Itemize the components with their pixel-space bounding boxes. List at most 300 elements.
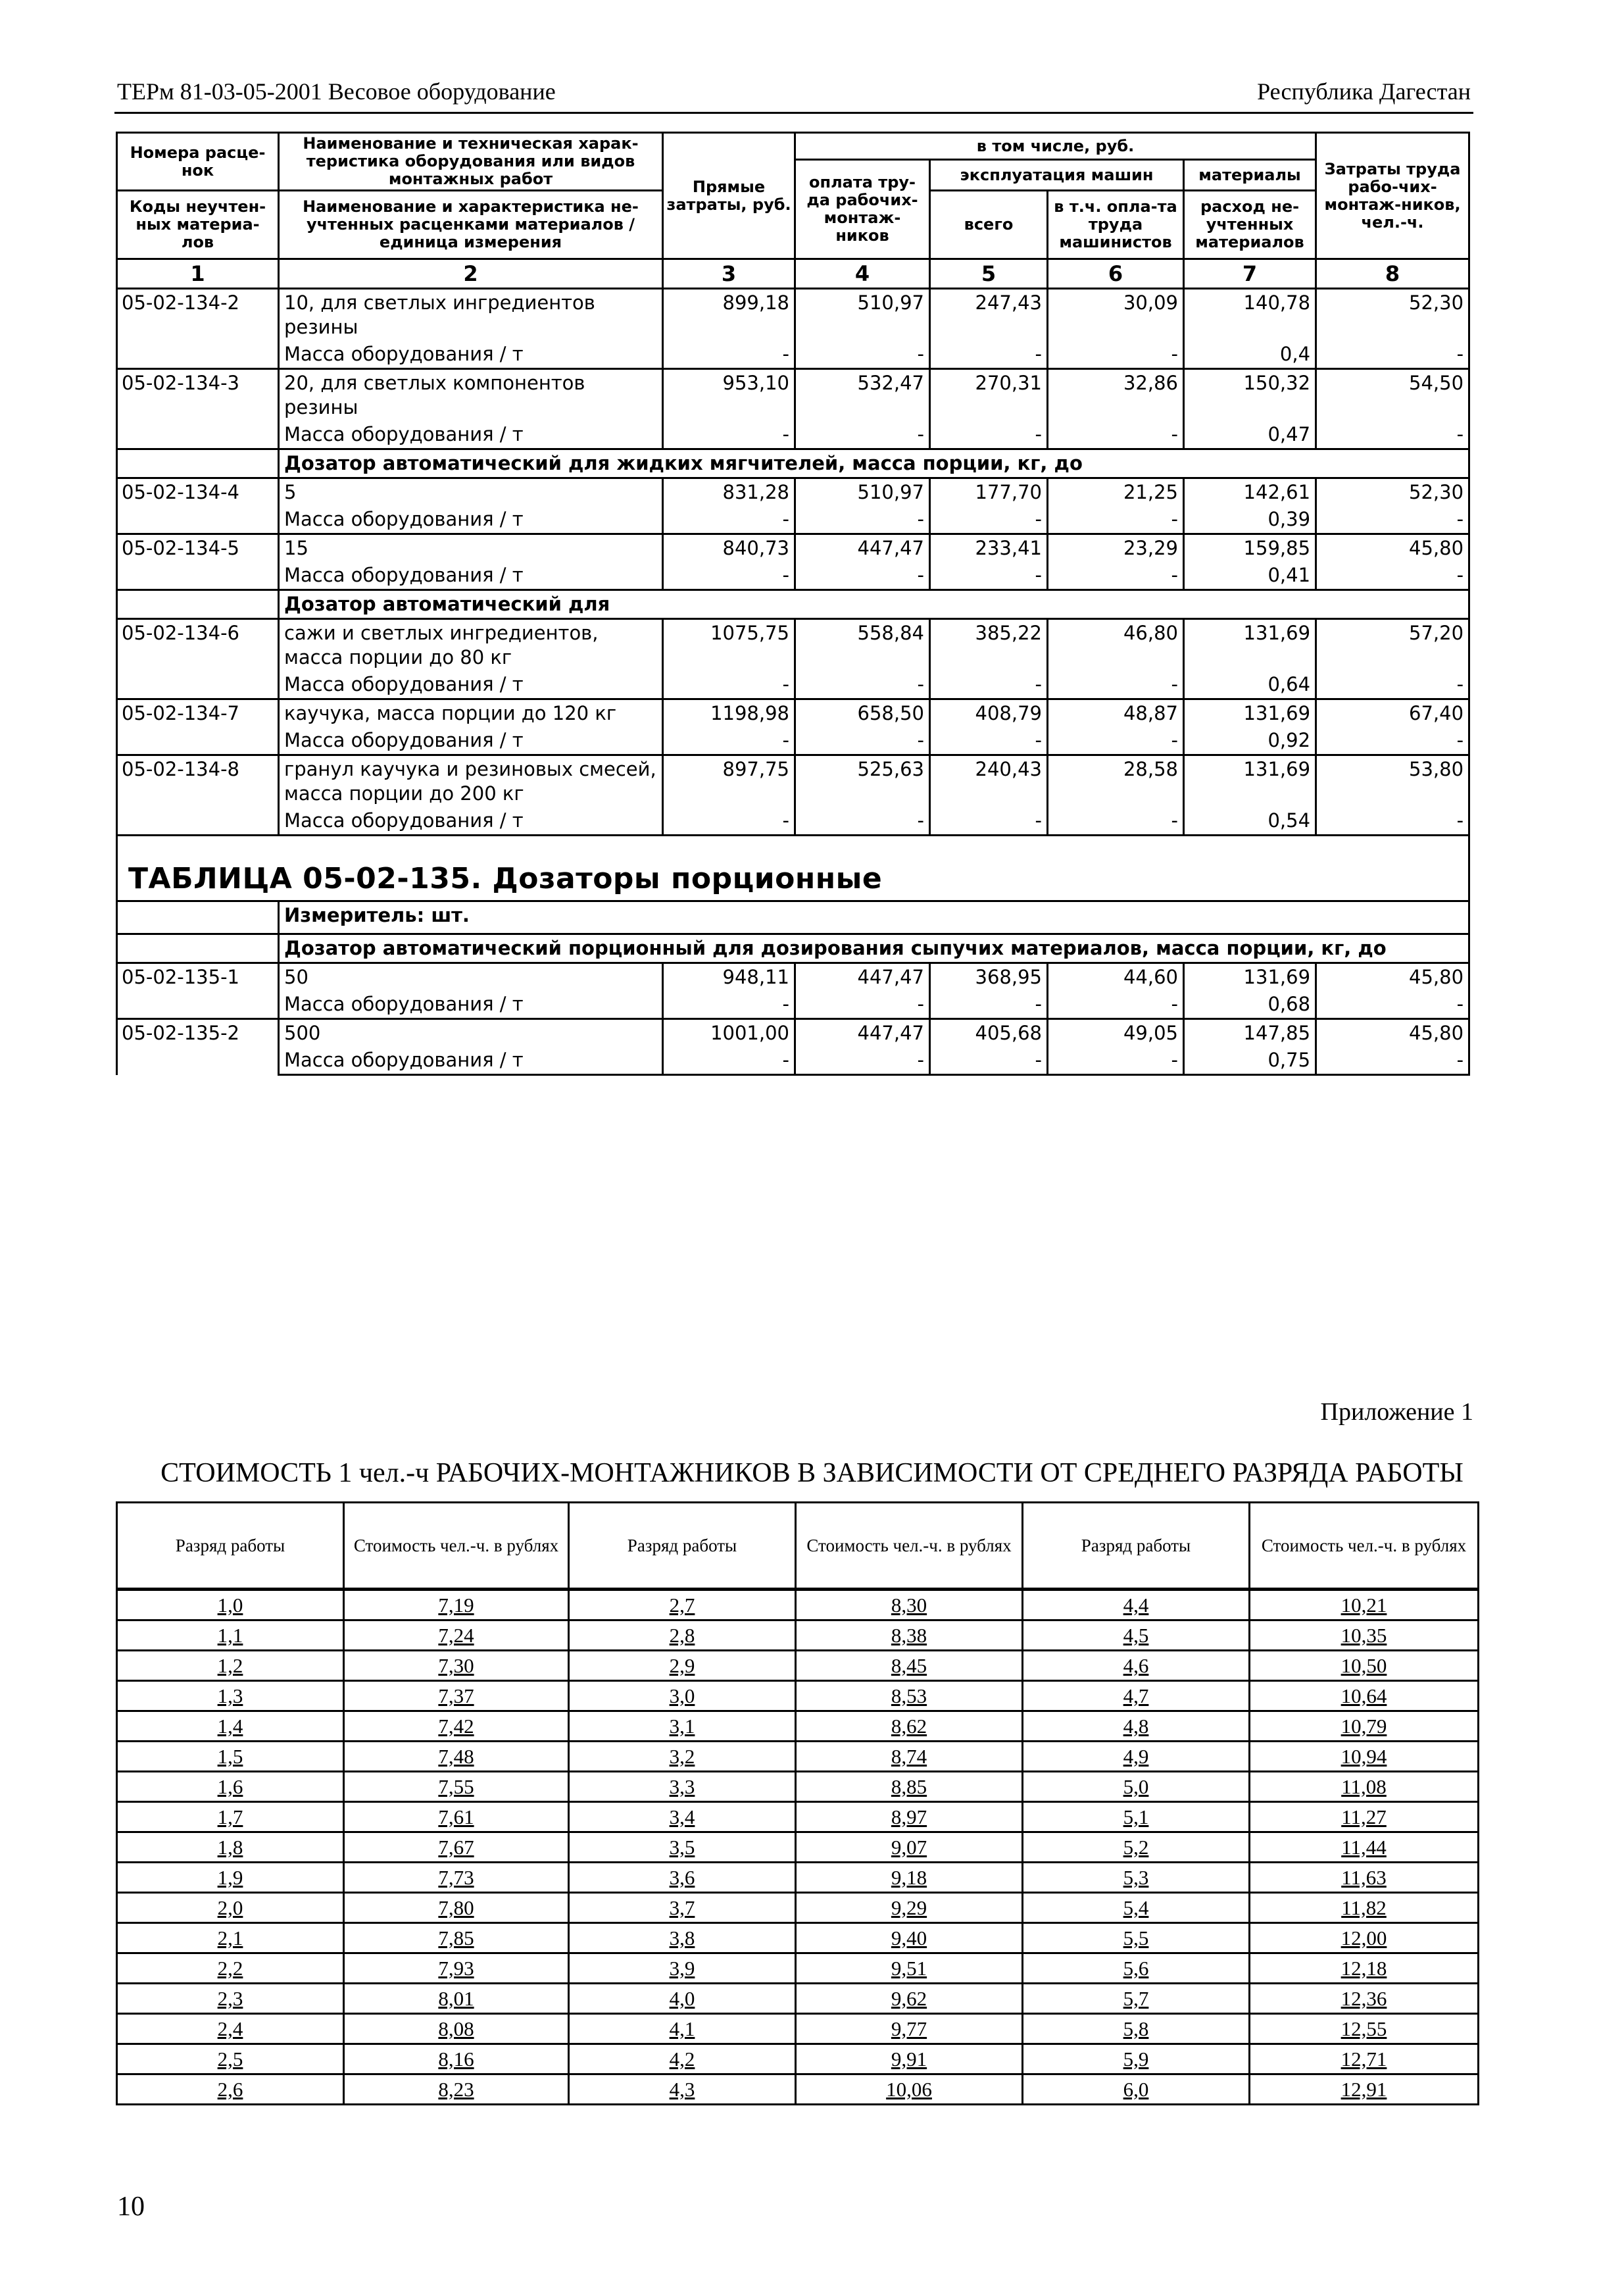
- col-number: 8: [1316, 259, 1469, 289]
- head-direct-costs: Прямые затраты, руб.: [663, 133, 795, 259]
- head-codes-bottom: Коды неучтен-ных материа-лов: [117, 191, 279, 259]
- rate-value: 525,63: [795, 755, 930, 808]
- head-cost: Стоимость чел.-ч. в рублях: [1250, 1503, 1479, 1590]
- grade-cell: 1,5: [117, 1742, 344, 1772]
- rate-value: 53,80: [1316, 755, 1469, 808]
- rate-value: 23,29: [1048, 534, 1184, 563]
- cost-row: [117, 1953, 1479, 1984]
- rate-value: 67,40: [1316, 699, 1469, 728]
- grade-cell: 2,9: [569, 1651, 796, 1681]
- cost-cell: 10,50: [1250, 1651, 1479, 1681]
- empty-value: -: [1048, 991, 1184, 1019]
- empty-value: -: [663, 991, 795, 1019]
- cost-cell: 9,29: [796, 1893, 1023, 1923]
- empty-value: -: [795, 671, 930, 699]
- cost-cell: 8,01: [344, 1984, 569, 2014]
- empty-value: -: [795, 807, 930, 836]
- grade-cell: 5,9: [1023, 2044, 1250, 2074]
- rate-code: 05-02-135-2: [117, 1019, 279, 1075]
- rate-value: 368,95: [930, 963, 1048, 992]
- cost-cell: 11,63: [1250, 1863, 1479, 1893]
- cost-cell: 7,37: [344, 1681, 569, 1711]
- rate-name: 20, для светлых компонентов резины: [279, 369, 663, 422]
- group-row: [117, 934, 1469, 963]
- empty-value: -: [930, 727, 1048, 755]
- mass-value: 0,47: [1184, 421, 1316, 449]
- rate-value: 831,28: [663, 478, 795, 507]
- group-row: [117, 590, 1469, 619]
- grade-cell: 2,3: [117, 1984, 344, 2014]
- cost-row: [117, 1620, 1479, 1651]
- grade-cell: 5,6: [1023, 1953, 1250, 1984]
- cost-cell: 12,55: [1250, 2014, 1479, 2044]
- col-number: 3: [663, 259, 795, 289]
- col-number: 6: [1048, 259, 1184, 289]
- cost-cell: 11,27: [1250, 1802, 1479, 1832]
- mass-row: [117, 341, 1469, 369]
- rate-value: 1075,75: [663, 619, 795, 672]
- empty-value: -: [1316, 671, 1469, 699]
- mass-row: [117, 562, 1469, 590]
- head-name-top: Наименование и техническая харак-теристика оборудования или видов монтажных работ: [279, 133, 663, 191]
- rate-name: гранул каучука и резиновых смесей, масса порции до 200 кг: [279, 755, 663, 808]
- empty-value: -: [795, 421, 930, 449]
- cost-cell: 8,53: [796, 1681, 1023, 1711]
- cost-cell: 7,67: [344, 1832, 569, 1863]
- empty-value: -: [795, 727, 930, 755]
- empty-value: -: [930, 562, 1048, 590]
- cost-row: [117, 2014, 1479, 2044]
- cost-cell: 10,79: [1250, 1711, 1479, 1742]
- rate-code: 05-02-134-5: [117, 534, 279, 590]
- head-labor-hours: Затраты труда рабо-чих-монтаж-ников, чел.-ч.: [1316, 133, 1469, 259]
- rate-row: [117, 534, 1469, 563]
- cost-cell: 8,97: [796, 1802, 1023, 1832]
- rate-code: 05-02-134-4: [117, 478, 279, 534]
- cost-cell: 8,45: [796, 1651, 1023, 1681]
- grade-cell: 3,0: [569, 1681, 796, 1711]
- cost-row: [117, 1802, 1479, 1832]
- rate-value: 57,20: [1316, 619, 1469, 672]
- appendix-label: Приложение 1: [1320, 1398, 1473, 1426]
- cost-cell: 8,16: [344, 2044, 569, 2074]
- grade-cell: 2,2: [117, 1953, 344, 1984]
- grade-cell: 4,9: [1023, 1742, 1250, 1772]
- grade-cell: 3,6: [569, 1863, 796, 1893]
- grade-cell: 4,6: [1023, 1651, 1250, 1681]
- rate-value: 510,97: [795, 289, 930, 341]
- cost-cell: 9,62: [796, 1984, 1023, 2014]
- grade-cell: 4,5: [1023, 1620, 1250, 1651]
- rate-row: [117, 289, 1469, 341]
- group-spacer: [117, 934, 279, 963]
- cost-cell: 7,42: [344, 1711, 569, 1742]
- grade-cell: 1,2: [117, 1651, 344, 1681]
- grade-cell: 4,1: [569, 2014, 796, 2044]
- rate-code: 05-02-135-1: [117, 963, 279, 1019]
- rate-value: 140,78: [1184, 289, 1316, 341]
- rate-value: 948,11: [663, 963, 795, 992]
- empty-value: -: [1316, 421, 1469, 449]
- cost-cell: 8,62: [796, 1711, 1023, 1742]
- mass-label: Масса оборудования / т: [279, 1047, 663, 1075]
- head-materials: материалы: [1184, 160, 1316, 191]
- rate-value: 510,97: [795, 478, 930, 507]
- rate-value: 147,85: [1184, 1019, 1316, 1047]
- empty-value: -: [1048, 421, 1184, 449]
- grade-cell: 2,7: [569, 1590, 796, 1620]
- head-labor-pay: оплата тру-да рабочих-монтаж-ников: [795, 160, 930, 259]
- head-codes-top: Номера расце-нок: [117, 133, 279, 191]
- cost-cell: 9,77: [796, 2014, 1023, 2044]
- grade-cell: 4,0: [569, 1984, 796, 2014]
- cost-cell: 7,55: [344, 1772, 569, 1802]
- cost-cell: 7,85: [344, 1923, 569, 1953]
- col-number: 5: [930, 259, 1048, 289]
- empty-value: -: [930, 671, 1048, 699]
- rate-name: 5: [279, 478, 663, 507]
- head-cost: Стоимость чел.-ч. в рублях: [796, 1503, 1023, 1590]
- grade-cell: 4,4: [1023, 1590, 1250, 1620]
- empty-value: -: [663, 727, 795, 755]
- empty-value: -: [1048, 807, 1184, 836]
- group-heading: Дозатор автоматический для жидких мягчителей, масса порции, кг, до: [279, 449, 1469, 478]
- grade-cell: 1,6: [117, 1772, 344, 1802]
- rate-value: 405,68: [930, 1019, 1048, 1047]
- rate-value: 840,73: [663, 534, 795, 563]
- mass-value: 0,68: [1184, 991, 1316, 1019]
- rate-value: 131,69: [1184, 755, 1316, 808]
- table-title: ТАБЛИЦА 05-02-135. Дозаторы порционные: [117, 836, 1469, 901]
- cost-cell: 11,44: [1250, 1832, 1479, 1863]
- empty-value: -: [663, 562, 795, 590]
- mass-value: 0,92: [1184, 727, 1316, 755]
- empty-value: -: [930, 506, 1048, 534]
- grade-cell: 3,4: [569, 1802, 796, 1832]
- measure-spacer: [117, 901, 279, 934]
- grade-cell: 5,7: [1023, 1984, 1250, 2014]
- grade-cell: 2,6: [117, 2074, 344, 2105]
- empty-value: -: [1048, 727, 1184, 755]
- cost-cell: 10,35: [1250, 1620, 1479, 1651]
- grade-cell: 3,2: [569, 1742, 796, 1772]
- empty-value: -: [1316, 991, 1469, 1019]
- col-number: 4: [795, 259, 930, 289]
- empty-value: -: [1316, 506, 1469, 534]
- empty-value: -: [663, 421, 795, 449]
- rate-value: 52,30: [1316, 289, 1469, 341]
- cost-cell: 12,00: [1250, 1923, 1479, 1953]
- cost-cell: 10,21: [1250, 1590, 1479, 1620]
- grade-cell: 1,8: [117, 1832, 344, 1863]
- rate-value: 48,87: [1048, 699, 1184, 728]
- rate-value: 177,70: [930, 478, 1048, 507]
- rate-value: 247,43: [930, 289, 1048, 341]
- cost-cell: 7,48: [344, 1742, 569, 1772]
- grade-cell: 2,4: [117, 2014, 344, 2044]
- rate-value: 49,05: [1048, 1019, 1184, 1047]
- cost-row: [117, 1590, 1479, 1620]
- group-spacer: [117, 590, 279, 619]
- cost-row: [117, 1772, 1479, 1802]
- col-number: 7: [1184, 259, 1316, 289]
- empty-value: -: [1316, 1047, 1469, 1075]
- empty-value: -: [795, 1047, 930, 1075]
- rate-value: 46,80: [1048, 619, 1184, 672]
- empty-value: -: [930, 807, 1048, 836]
- cost-cell: 8,85: [796, 1772, 1023, 1802]
- cost-cell: 12,18: [1250, 1953, 1479, 1984]
- mass-value: 0,41: [1184, 562, 1316, 590]
- grade-cell: 4,8: [1023, 1711, 1250, 1742]
- head-name-bottom: Наименование и характеристика не-учтенных расценками материалов / единица измерения: [279, 191, 663, 259]
- cost-cell: 12,91: [1250, 2074, 1479, 2105]
- grade-cell: 5,4: [1023, 1893, 1250, 1923]
- head-machines-total: всего: [930, 191, 1048, 259]
- mass-row: [117, 807, 1469, 836]
- rate-value: 447,47: [795, 1019, 930, 1047]
- rate-row: [117, 699, 1469, 728]
- rate-value: 28,58: [1048, 755, 1184, 808]
- empty-value: -: [930, 341, 1048, 369]
- cost-row: [117, 1681, 1479, 1711]
- grade-cell: 5,2: [1023, 1832, 1250, 1863]
- cost-row: [117, 1923, 1479, 1953]
- col-number: 1: [117, 259, 279, 289]
- head-grade: Разряд работы: [1023, 1503, 1250, 1590]
- mass-label: Масса оборудования / т: [279, 341, 663, 369]
- empty-value: -: [930, 1047, 1048, 1075]
- cost-cell: 7,19: [344, 1590, 569, 1620]
- cost-cell: 10,64: [1250, 1681, 1479, 1711]
- mass-value: 0,39: [1184, 506, 1316, 534]
- grade-cell: 3,5: [569, 1832, 796, 1863]
- rate-value: 32,86: [1048, 369, 1184, 422]
- mass-value: 0,4: [1184, 341, 1316, 369]
- empty-value: -: [1048, 1047, 1184, 1075]
- rate-name: 50: [279, 963, 663, 992]
- mass-label: Масса оборудования / т: [279, 562, 663, 590]
- rate-value: 150,32: [1184, 369, 1316, 422]
- empty-value: -: [1316, 727, 1469, 755]
- empty-value: -: [930, 991, 1048, 1019]
- empty-value: -: [1316, 807, 1469, 836]
- empty-value: -: [795, 562, 930, 590]
- empty-value: -: [663, 341, 795, 369]
- mass-row: [117, 506, 1469, 534]
- rate-value: 385,22: [930, 619, 1048, 672]
- rate-name: сажи и светлых ингредиентов, масса порции до 80 кг: [279, 619, 663, 672]
- cost-cell: 10,06: [796, 2074, 1023, 2105]
- rate-value: 21,25: [1048, 478, 1184, 507]
- rate-row: [117, 963, 1469, 992]
- rate-name: каучука, масса порции до 120 кг: [279, 699, 663, 728]
- group-heading: Дозатор автоматический порционный для дозирования сыпучих материалов, масса порции, кг, до: [279, 934, 1469, 963]
- cost-cell: 9,91: [796, 2044, 1023, 2074]
- cost-cell: 9,40: [796, 1923, 1023, 1953]
- cost-cell: 9,07: [796, 1832, 1023, 1863]
- rate-value: 899,18: [663, 289, 795, 341]
- rate-value: 131,69: [1184, 699, 1316, 728]
- cost-row: [117, 1893, 1479, 1923]
- empty-value: -: [1048, 562, 1184, 590]
- header-rule: [114, 112, 1473, 114]
- empty-value: -: [663, 671, 795, 699]
- rate-value: 44,60: [1048, 963, 1184, 992]
- mass-row: [117, 991, 1469, 1019]
- column-number-row: [117, 259, 1469, 289]
- mass-row: [117, 421, 1469, 449]
- empty-value: -: [1048, 671, 1184, 699]
- mass-label: Масса оборудования / т: [279, 991, 663, 1019]
- rate-value: 953,10: [663, 369, 795, 422]
- grade-cell: 4,7: [1023, 1681, 1250, 1711]
- rate-value: 558,84: [795, 619, 930, 672]
- head-grade: Разряд работы: [569, 1503, 796, 1590]
- measure-unit: Измеритель: шт.: [279, 901, 1469, 934]
- rate-value: 45,80: [1316, 963, 1469, 992]
- empty-value: -: [663, 1047, 795, 1075]
- grade-cell: 3,3: [569, 1772, 796, 1802]
- grade-cell: 3,8: [569, 1923, 796, 1953]
- rate-name: 10, для светлых ингредиентов резины: [279, 289, 663, 341]
- rate-row: [117, 1019, 1469, 1047]
- rate-value: 142,61: [1184, 478, 1316, 507]
- measure-row: [117, 901, 1469, 934]
- cost-cell: 12,71: [1250, 2044, 1479, 2074]
- cost-cell: 9,18: [796, 1863, 1023, 1893]
- empty-value: -: [1048, 506, 1184, 534]
- empty-value: -: [930, 421, 1048, 449]
- group-heading: Дозатор автоматический для: [279, 590, 1469, 619]
- rate-value: 45,80: [1316, 1019, 1469, 1047]
- grade-cell: 2,8: [569, 1620, 796, 1651]
- rate-value: 532,47: [795, 369, 930, 422]
- grade-cell: 3,1: [569, 1711, 796, 1742]
- grade-cell: 1,3: [117, 1681, 344, 1711]
- rate-code: 05-02-134-8: [117, 755, 279, 836]
- head-cost: Стоимость чел.-ч. в рублях: [344, 1503, 569, 1590]
- mass-row: [117, 671, 1469, 699]
- mass-label: Масса оборудования / т: [279, 727, 663, 755]
- grade-cell: 1,7: [117, 1802, 344, 1832]
- cost-row: [117, 1863, 1479, 1893]
- cost-cell: 7,80: [344, 1893, 569, 1923]
- rate-value: 897,75: [663, 755, 795, 808]
- rate-value: 408,79: [930, 699, 1048, 728]
- grade-cell: 5,3: [1023, 1863, 1250, 1893]
- cost-cell: 7,30: [344, 1651, 569, 1681]
- mass-value: 0,54: [1184, 807, 1316, 836]
- grade-cell: 2,0: [117, 1893, 344, 1923]
- rate-code: 05-02-134-6: [117, 619, 279, 699]
- rate-value: 1198,98: [663, 699, 795, 728]
- hourly-cost-table: [116, 1501, 1479, 2105]
- mass-value: 0,64: [1184, 671, 1316, 699]
- mass-label: Масса оборудования / т: [279, 807, 663, 836]
- head-machines: эксплуатация машин: [930, 160, 1184, 191]
- rate-value: 233,41: [930, 534, 1048, 563]
- rate-value: 45,80: [1316, 534, 1469, 563]
- rate-value: 159,85: [1184, 534, 1316, 563]
- rate-code: 05-02-134-3: [117, 369, 279, 449]
- cost-cell: 8,30: [796, 1590, 1023, 1620]
- cost-cell: 9,51: [796, 1953, 1023, 1984]
- cost-cell: 8,38: [796, 1620, 1023, 1651]
- cost-row: [117, 1651, 1479, 1681]
- rate-value: 658,50: [795, 699, 930, 728]
- cost-row: [117, 1832, 1479, 1863]
- cost-row: [117, 2074, 1479, 2105]
- grade-cell: 4,2: [569, 2044, 796, 2074]
- cost-row: [117, 1711, 1479, 1742]
- mass-row: [117, 727, 1469, 755]
- rate-row: [117, 369, 1469, 422]
- grade-cell: 2,1: [117, 1923, 344, 1953]
- cost-cell: 8,74: [796, 1742, 1023, 1772]
- grade-cell: 6,0: [1023, 2074, 1250, 2105]
- cost-cell: 11,82: [1250, 1893, 1479, 1923]
- mass-row: [117, 1047, 1469, 1075]
- cost-row: [117, 2044, 1479, 2074]
- grade-cell: 2,5: [117, 2044, 344, 2074]
- rate-value: 52,30: [1316, 478, 1469, 507]
- rate-row: [117, 478, 1469, 507]
- mass-label: Масса оборудования / т: [279, 671, 663, 699]
- cost-cell: 8,08: [344, 2014, 569, 2044]
- empty-value: -: [663, 506, 795, 534]
- rate-value: 1001,00: [663, 1019, 795, 1047]
- cost-row: [117, 1742, 1479, 1772]
- rate-name: 15: [279, 534, 663, 563]
- grade-cell: 3,7: [569, 1893, 796, 1923]
- empty-value: -: [1048, 341, 1184, 369]
- mass-label: Масса оборудования / т: [279, 506, 663, 534]
- rate-value: 240,43: [930, 755, 1048, 808]
- head-machinists-pay: в т.ч. опла-та труда машинистов: [1048, 191, 1184, 259]
- rate-code: 05-02-134-2: [117, 289, 279, 369]
- cost-cell: 10,94: [1250, 1742, 1479, 1772]
- rate-code: 05-02-134-7: [117, 699, 279, 755]
- table-title-row: [117, 836, 1469, 901]
- rate-name: 500: [279, 1019, 663, 1047]
- appendix-title: СТОИМОСТЬ 1 чел.-ч РАБОЧИХ-МОНТАЖНИКОВ В ЗАВИСИМОСТИ ОТ СРЕДНЕГО РАЗРЯДА РАБОТЫ: [160, 1458, 1464, 1488]
- rates-table: [116, 132, 1470, 1076]
- cost-cell: 8,23: [344, 2074, 569, 2105]
- empty-value: -: [795, 341, 930, 369]
- running-header-left: ТЕРм 81-03-05-2001 Весовое оборудование: [117, 78, 556, 105]
- cost-cell: 7,61: [344, 1802, 569, 1832]
- rate-value: 54,50: [1316, 369, 1469, 422]
- mass-label: Масса оборудования / т: [279, 421, 663, 449]
- page-number: 10: [117, 2192, 145, 2222]
- head-grade: Разряд работы: [117, 1503, 344, 1590]
- head-including: в том числе, руб.: [795, 133, 1316, 160]
- grade-cell: 5,8: [1023, 2014, 1250, 2044]
- col-number: 2: [279, 259, 663, 289]
- grade-cell: 1,9: [117, 1863, 344, 1893]
- head-unaccounted-materials: расход не-учтенных материалов: [1184, 191, 1316, 259]
- group-spacer: [117, 449, 279, 478]
- grade-cell: 1,4: [117, 1711, 344, 1742]
- grade-cell: 4,3: [569, 2074, 796, 2105]
- group-row: [117, 449, 1469, 478]
- empty-value: -: [795, 991, 930, 1019]
- rate-row: [117, 755, 1469, 808]
- rate-value: 270,31: [930, 369, 1048, 422]
- mass-value: 0,75: [1184, 1047, 1316, 1075]
- grade-cell: 3,9: [569, 1953, 796, 1984]
